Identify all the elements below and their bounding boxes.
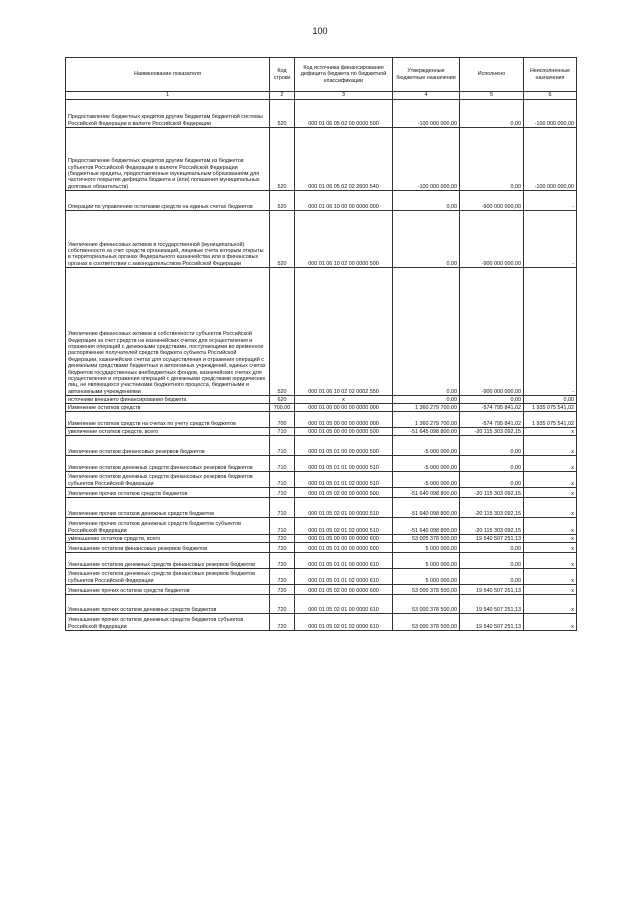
row-name: Предоставление бюджетных кредитов другим бюджетам из бюджетов субъектов Российской Федерации в валюте Российской Федерации (бюджетные кредиты, предоставленные муниципальным образованиям для частичного покрытия дефицита бюджета и (или) погашения муниципальных долговых обязательств) xyxy=(66,128,270,191)
row-unexecuted: х xyxy=(524,428,577,436)
row-name: уменьшение остатков средств, всего xyxy=(66,535,270,543)
row-source-code: 000 01 05 02 01 00 0000 510 xyxy=(295,498,393,518)
row-source-code: 000 01 05 02 00 00 0000 500 xyxy=(295,488,393,498)
row-approved: 5 000 000,00 xyxy=(393,553,460,569)
table-row xyxy=(66,585,577,595)
row-unexecuted: х xyxy=(524,498,577,518)
row-name: Изменение остатков средств на счетах по учету средств бюджетов xyxy=(66,412,270,428)
table-row xyxy=(66,488,577,498)
row-approved: 53 005 378 500,00 xyxy=(393,535,460,543)
row-unexecuted: х xyxy=(524,614,577,631)
row-executed: -20 115 303 092,15 xyxy=(460,488,524,498)
table-row xyxy=(66,412,577,428)
row-source-code: 000 01 05 02 01 02 0000 610 xyxy=(295,614,393,631)
row-name: Увеличение финансовых активов в государственной (муниципальной) собственности за счет средств организаций, лицевые счета которым открыты в территориальных органах Федерального казначейства или в финансовых органах в соответствии с законодательством Российской Федерации xyxy=(66,211,270,268)
column-number: 2 xyxy=(270,92,295,100)
table-row xyxy=(66,428,577,436)
table-row xyxy=(66,518,577,535)
row-executed: 0,00 xyxy=(460,436,524,456)
row-name: Уменьшение остатков финансовых резервов бюджетов xyxy=(66,543,270,553)
row-unexecuted: х xyxy=(524,488,577,498)
row-executed: 0,00 xyxy=(460,543,524,553)
row-approved: 5 000 000,00 xyxy=(393,569,460,585)
table-row xyxy=(66,614,577,631)
row-approved: 0,00 xyxy=(393,268,460,396)
row-code: 720 xyxy=(270,614,295,631)
row-unexecuted: х xyxy=(524,456,577,472)
row-unexecuted: х xyxy=(524,436,577,456)
row-approved: 0,00 xyxy=(393,191,460,211)
row-unexecuted: 1 935 075 541,02 xyxy=(524,404,577,412)
row-executed: 0,00 xyxy=(460,569,524,585)
row-approved: -51 640 098 800,00 xyxy=(393,498,460,518)
row-approved: 0,00 xyxy=(393,396,460,404)
table-row xyxy=(66,191,577,211)
row-name: Увеличение остатков денежных средств финансовых резервов бюджетов субъектов Российской Федерации xyxy=(66,472,270,488)
table-row xyxy=(66,456,577,472)
row-executed: 19 540 507 251,13 xyxy=(460,535,524,543)
table-row xyxy=(66,595,577,614)
row-name: Увеличение прочих остатков денежных средств бюджетов субъектов Российской Федерации xyxy=(66,518,270,535)
table-row xyxy=(66,472,577,488)
row-source-code: 000 01 06 10 00 00 0000 000 xyxy=(295,191,393,211)
row-approved: -5 000 000,00 xyxy=(393,456,460,472)
row-code: 710 xyxy=(270,456,295,472)
row-code: 710 xyxy=(270,428,295,436)
row-source-code: х xyxy=(295,396,393,404)
row-source-code: 000 01 05 02 01 02 0000 510 xyxy=(295,518,393,535)
row-executed: -900 000 000,00 xyxy=(460,191,524,211)
row-executed: 0,00 xyxy=(460,553,524,569)
row-name: Увеличение прочих остатков средств бюджетов xyxy=(66,488,270,498)
row-code: 520 xyxy=(270,191,295,211)
column-number: 3 xyxy=(295,92,393,100)
row-name: Уменьшение остатков денежных средств финансовых резервов бюджетов xyxy=(66,553,270,569)
row-approved: -51 640 098 800,00 xyxy=(393,488,460,498)
row-executed: 0,00 xyxy=(460,396,524,404)
row-approved: -51 645 098 800,00 xyxy=(393,428,460,436)
row-code: 520 xyxy=(270,128,295,191)
row-executed: -20 115 303 092,15 xyxy=(460,518,524,535)
row-unexecuted: х xyxy=(524,535,577,543)
row-code: 710 xyxy=(270,488,295,498)
table-row xyxy=(66,535,577,543)
row-source-code: 000 01 05 01 01 02 0000 610 xyxy=(295,569,393,585)
row-name: источники внешнего финансирования бюджета xyxy=(66,396,270,404)
row-code: 700 xyxy=(270,412,295,428)
row-name: Увеличение прочих остатков денежных средств бюджетов xyxy=(66,498,270,518)
row-executed: -20 115 303 092,15 xyxy=(460,498,524,518)
row-executed: -900 000 000,00 xyxy=(460,211,524,268)
row-name: Уменьшение прочих остатков средств бюджетов xyxy=(66,585,270,595)
row-code: 620 xyxy=(270,396,295,404)
table-row xyxy=(66,396,577,404)
row-source-code: 000 01 05 01 01 02 0000 510 xyxy=(295,472,393,488)
row-executed: -900 000 000,00 xyxy=(460,268,524,396)
row-unexecuted: - xyxy=(524,211,577,268)
table-row xyxy=(66,211,577,268)
row-unexecuted: 1 935 075 541,02 xyxy=(524,412,577,428)
row-code: 520 xyxy=(270,100,295,128)
row-approved: 53 000 378 500,00 xyxy=(393,614,460,631)
row-source-code: 000 01 06 05 02 00 0000 500 xyxy=(295,100,393,128)
row-source-code: 000 01 05 01 01 00 0000 610 xyxy=(295,553,393,569)
row-name: Предоставление бюджетных кредитов другим бюджетам бюджетной системы Российской Федерации в валюте Российской Федерации xyxy=(66,100,270,128)
row-unexecuted: -100 000 000,00 xyxy=(524,128,577,191)
row-unexecuted: х xyxy=(524,518,577,535)
row-approved: -5 000 000,00 xyxy=(393,472,460,488)
row-executed: 19 540 507 251,13 xyxy=(460,614,524,631)
header-executed: Исполнено xyxy=(460,58,524,92)
header-code: Код строки xyxy=(270,58,295,92)
row-code: 720 xyxy=(270,595,295,614)
row-code: 720 xyxy=(270,553,295,569)
header-row xyxy=(66,58,577,92)
row-approved: -100 000 000,00 xyxy=(393,100,460,128)
row-executed: 19 540 507 251,13 xyxy=(460,595,524,614)
row-code: 720 xyxy=(270,543,295,553)
row-source-code: 000 01 05 01 00 00 0000 500 xyxy=(295,436,393,456)
row-unexecuted: х xyxy=(524,472,577,488)
header-unexecuted: Неисполненные назначения xyxy=(524,58,577,92)
table-row xyxy=(66,553,577,569)
row-name: увеличение остатков средств, всего xyxy=(66,428,270,436)
row-source-code: 000 01 05 00 00 00 0000 600 xyxy=(295,535,393,543)
row-code: 710 xyxy=(270,472,295,488)
row-executed: 0,00 xyxy=(460,456,524,472)
row-executed: 0,00 xyxy=(460,128,524,191)
column-number: 1 xyxy=(66,92,270,100)
row-name: Уменьшение остатков денежных средств финансовых резервов бюджетов субъектов Российской Федерации xyxy=(66,569,270,585)
table-row xyxy=(66,569,577,585)
table-row xyxy=(66,100,577,128)
row-unexecuted: -100 000 000,00 xyxy=(524,100,577,128)
row-source-code: 000 01 06 05 02 02 2600 540 xyxy=(295,128,393,191)
row-unexecuted: 0,00 xyxy=(524,396,577,404)
row-unexecuted: - xyxy=(524,268,577,396)
row-unexecuted: х xyxy=(524,553,577,569)
row-source-code: 000 01 06 10 02 00 0000 500 xyxy=(295,211,393,268)
row-approved: 53 000 378 500,00 xyxy=(393,595,460,614)
row-unexecuted: х xyxy=(524,543,577,553)
row-source-code: 000 01 05 00 00 00 0000 000 xyxy=(295,412,393,428)
row-approved: 53 000 378 500,00 xyxy=(393,585,460,595)
row-source-code: 000 01 05 01 01 00 0000 510 xyxy=(295,456,393,472)
header-source: Код источника финансирования дефицита бюджета по бюджетной классификации xyxy=(295,58,393,92)
row-code: 720 xyxy=(270,535,295,543)
column-number: 4 xyxy=(393,92,460,100)
row-name: Увеличение финансовых активов в собственности субъектов Российской Федерации за счет средств на казначейских счетах для осуществления и отражения операций с денежными средствами, поступающими во временное распоряжение получателей средств бюджета субъекта Российской Федерации, казначейских счетах для осуществления и отражения операций с денежными средствами бюджетных и автономных учреждений, единых счетах бюджетов государственных внебюджетных фондов, казначейских счетах для осуществления и отражения операций с денежными средствами юридических лиц, не являющихся участниками бюджетного процесса, бюджетными и автономными учреждениями xyxy=(66,268,270,396)
row-executed: -574 795 841,02 xyxy=(460,404,524,412)
row-name: Уменьшение прочих остатков денежных средств бюджетов субъектов Российской Федерации xyxy=(66,614,270,631)
row-executed: -20 115 303 092,15 xyxy=(460,428,524,436)
table-row xyxy=(66,436,577,456)
column-number-row xyxy=(66,92,577,100)
column-number: 6 xyxy=(524,92,577,100)
row-name: Увеличение остатков финансовых резервов бюджетов xyxy=(66,436,270,456)
row-name: Изменение остатков средств xyxy=(66,404,270,412)
row-code: 710 xyxy=(270,436,295,456)
row-unexecuted: х xyxy=(524,569,577,585)
header-approved: Утвержденные бюджетные назначения xyxy=(393,58,460,92)
row-source-code: 000 01 06 10 02 02 0002 550 xyxy=(295,268,393,396)
row-unexecuted: - xyxy=(524,191,577,211)
row-executed: -574 795 841,02 xyxy=(460,412,524,428)
row-name: Уменьшение прочих остатков денежных средств бюджетов xyxy=(66,595,270,614)
row-unexecuted: х xyxy=(524,585,577,595)
row-source-code: 000 01 00 00 00 00 0000 000 xyxy=(295,404,393,412)
row-code: 700,00 xyxy=(270,404,295,412)
row-code: 720 xyxy=(270,569,295,585)
row-source-code: 000 01 05 01 00 00 0000 600 xyxy=(295,543,393,553)
row-approved: 1 360 279 700,00 xyxy=(393,404,460,412)
row-approved: 0,00 xyxy=(393,211,460,268)
page-number: 100 xyxy=(312,26,328,36)
row-executed: 19 540 507 251,13 xyxy=(460,585,524,595)
table-row xyxy=(66,404,577,412)
row-executed: 0,00 xyxy=(460,100,524,128)
header-name: Наименование показателя xyxy=(66,58,270,92)
budget-sources-table xyxy=(65,57,577,631)
row-name: Увеличение остатков денежных средств финансовых резервов бюджетов xyxy=(66,456,270,472)
row-approved: -51 640 098 800,00 xyxy=(393,518,460,535)
row-unexecuted: х xyxy=(524,595,577,614)
row-approved: 5 000 000,00 xyxy=(393,543,460,553)
table-row xyxy=(66,543,577,553)
row-source-code: 000 01 05 02 01 00 0000 610 xyxy=(295,595,393,614)
row-code: 710 xyxy=(270,518,295,535)
row-source-code: 000 01 05 00 00 00 0000 500 xyxy=(295,428,393,436)
column-number: 5 xyxy=(460,92,524,100)
row-approved: -100 000 000,00 xyxy=(393,128,460,191)
row-executed: 0,00 xyxy=(460,472,524,488)
row-approved: 1 360 279 700,00 xyxy=(393,412,460,428)
row-name: Операции по управлению остатками средств на единых счетах бюджетов xyxy=(66,191,270,211)
row-code: 710 xyxy=(270,498,295,518)
row-source-code: 000 01 05 02 00 00 0000 600 xyxy=(295,585,393,595)
row-code: 520 xyxy=(270,268,295,396)
row-code: 720 xyxy=(270,585,295,595)
table-row xyxy=(66,498,577,518)
table-row xyxy=(66,268,577,396)
row-approved: -5 000 000,00 xyxy=(393,436,460,456)
row-code: 520 xyxy=(270,211,295,268)
table-row xyxy=(66,128,577,191)
